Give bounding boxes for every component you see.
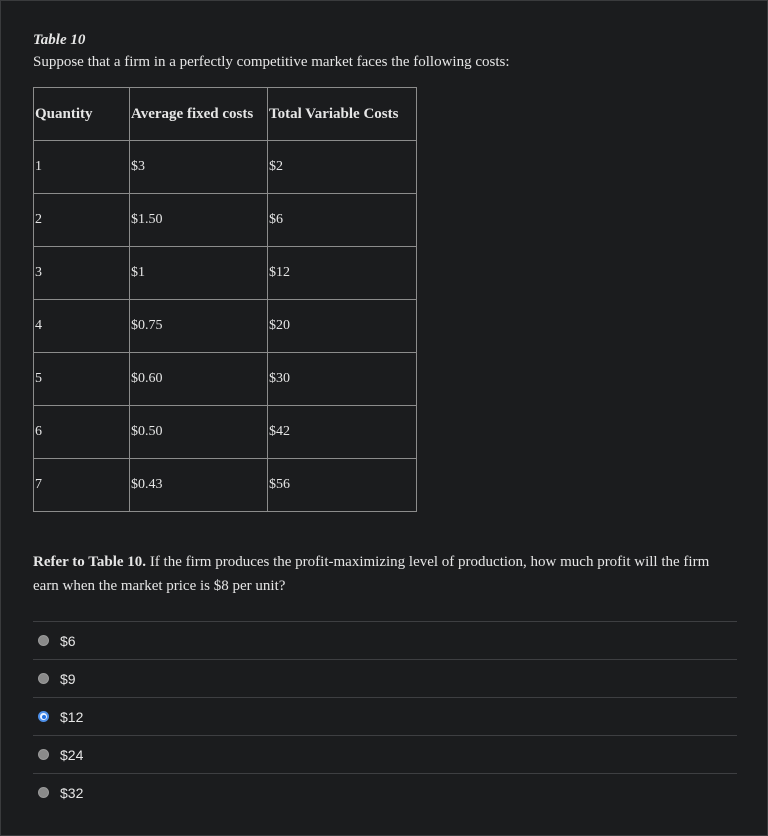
question-reference: Refer to Table 10. <box>33 554 147 570</box>
radio-button-selected-icon[interactable] <box>38 711 49 722</box>
answer-option-24[interactable] <box>33 735 737 773</box>
answer-label: $12 <box>60 708 84 725</box>
cell-quantity: 4 <box>34 300 130 353</box>
table-row <box>34 406 417 459</box>
cell-quantity: 7 <box>34 459 130 512</box>
header-total-variable-costs: Total Variable Costs <box>268 88 417 141</box>
table-row <box>34 353 417 406</box>
cell-total-variable-costs: $6 <box>268 194 417 247</box>
answer-label: $9 <box>60 670 76 687</box>
table-row <box>34 459 417 512</box>
cell-average-fixed-costs: $0.43 <box>130 459 268 512</box>
table-row <box>34 194 417 247</box>
table-header-row <box>34 88 417 141</box>
cell-average-fixed-costs: $0.60 <box>130 353 268 406</box>
radio-button-icon[interactable] <box>38 673 49 684</box>
cell-average-fixed-costs: $0.50 <box>130 406 268 459</box>
cost-table <box>33 87 417 512</box>
table-caption: Table 10 <box>33 32 86 48</box>
cell-average-fixed-costs: $1.50 <box>130 194 268 247</box>
header-average-fixed-costs: Average fixed costs <box>130 88 268 141</box>
cell-total-variable-costs: $56 <box>268 459 417 512</box>
question-body: If the firm produces the profit-maximizing level of production, how much profit will the firm earn when the market price is $8 per unit? <box>33 554 710 594</box>
cell-quantity: 6 <box>34 406 130 459</box>
cell-total-variable-costs: $30 <box>268 353 417 406</box>
radio-button-icon[interactable] <box>38 635 49 646</box>
cell-quantity: 1 <box>34 141 130 194</box>
cell-average-fixed-costs: $1 <box>130 247 268 300</box>
answer-label: $6 <box>60 632 76 649</box>
cell-average-fixed-costs: $0.75 <box>130 300 268 353</box>
question-text <box>33 550 733 598</box>
cell-quantity: 3 <box>34 247 130 300</box>
radio-button-icon[interactable] <box>38 749 49 760</box>
header-quantity: Quantity <box>34 88 130 141</box>
cell-total-variable-costs: $42 <box>268 406 417 459</box>
answer-option-9[interactable] <box>33 659 737 697</box>
answer-option-32[interactable] <box>33 773 737 811</box>
table-row <box>34 247 417 300</box>
table-row <box>34 300 417 353</box>
answer-options <box>33 621 737 811</box>
answer-option-6[interactable] <box>33 621 737 659</box>
radio-button-icon[interactable] <box>38 787 49 798</box>
intro-text: Suppose that a firm in a perfectly competitive market faces the following costs: <box>33 54 510 70</box>
answer-label: $32 <box>60 784 84 801</box>
cell-total-variable-costs: $2 <box>268 141 417 194</box>
cell-quantity: 2 <box>34 194 130 247</box>
table-row <box>34 141 417 194</box>
answer-option-12[interactable] <box>33 697 737 735</box>
cell-total-variable-costs: $12 <box>268 247 417 300</box>
answer-label: $24 <box>60 746 84 763</box>
cell-total-variable-costs: $20 <box>268 300 417 353</box>
cell-quantity: 5 <box>34 353 130 406</box>
cell-average-fixed-costs: $3 <box>130 141 268 194</box>
